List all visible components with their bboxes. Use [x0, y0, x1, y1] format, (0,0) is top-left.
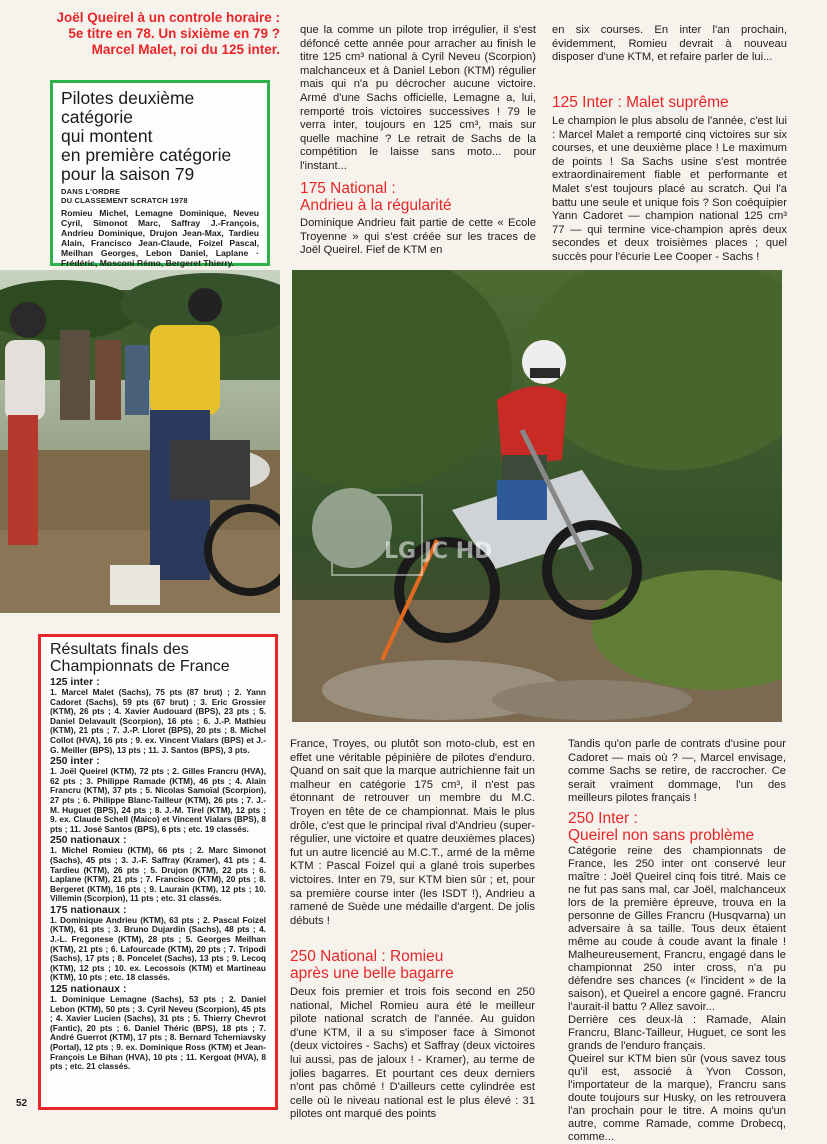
results-group-head: 125 inter :	[50, 676, 100, 688]
section-125-title: 125 Inter : Malet suprême	[552, 94, 729, 111]
watermark-text: LG JC HD	[384, 539, 493, 564]
col3-top-text: en six courses. En inter l'an prochain, évidemment, Romieu devrait à nouveau disposer d'une KTM, et refaire parler de lui...	[552, 24, 787, 64]
results-group-head: 175 nationaux :	[50, 903, 127, 916]
col2-bottom-text: France, Troyes, ou plutôt son moto-club, est en effet une véritable pépinière de pilotes d'enduro. Quand on sait que la marque autrichienne fait un malheur en catégorie 175 cm³, il n'est pas étonnant de retrouver un membre du M.C. Troyen en tête de ce championnat. Mais le plus drôle, c'est que le principal rival d'Andrieu (super-régulier, une victoire et quatre deuxièmes places) fut un autre licencié au M.C.T., armé de la même KTM : Pascal Foizel qui a glané trois superbes victoires. Inter en 79, sur KTM bien sûr ; et, pour sa première course inter (les ISDT !), Andrieu a ramené de Suède une médaille d'argent. De jolis débuts !	[290, 738, 535, 927]
col2-top-text: que la comme un pilote trop irrégulier, il s'est défoncé cette année pour arracher au finish le titre 125 cm³ national à Cyril Neveu (Scorpion) malchanceux et à Daniel Lebon (KTM) régulier mais qui n'a pu décrocher aucune victoire. Armé d'une Sachs officielle, Lemagne a, lui, remporté trois victoires successives ! 79 le verra inter, toujours en 125 cm³, mais sur quelle machine ? Le retrait de Sachs de la compétition le laisse sans moto... pour l'instant...	[300, 24, 536, 172]
results-group-text: 1. Joël Queirel (KTM), 72 pts ; 2. Gilles Francru (HVA), 62 pts ; 3. Philippe Ramade (KTM), 46 pts ; 4. Alain Francru (KTM), 37 pts ; 5. Nicolas Samoïal (Scorpion), 27 pts ; 6. Philippe Blanc-Tailleur (KTM), 26 pts ; 7. J.-M. Huguet (BPS), 24 pts ; 8. J.-M. Tirel (KTM), 12 pts ; 9. ex. Claude Schell (Maico) et Vincent Vialars (BPS), 8 pts ; 11. José Santos (BPS), 6 pts ; etc. 19 classés.	[50, 766, 266, 834]
section-250-inter-text-3: Queirel sur KTM bien sûr (vous savez tous qu'il est, associé à Yvon Cosson, l'importateur de la marque), Francru sans doute toujours sur Husky, on les retrouvera l'an prochain pour le titre. A moins qu'un autre, comme Ramade, comme Drobecq, comme...	[568, 1053, 786, 1143]
results-group-head: 125 nationaux :	[50, 983, 127, 996]
pilots-list: Romieu Michel, Lemagne Dominique, Neveu Cyril, Simonot Marc, Saffray J.-François, Andrieu Dominique, Drujon Jean-Max, Tardieu Alain, Francisco Jean-Claude, Foizel Pascal, Meilhan Georges, Lebon Daniel, Laplane · Frédéric, Mosconi Rémo, Bergeret Thierry.	[61, 208, 259, 268]
section-250-nat-text: Deux fois premier et trois fois second en 250 national, Michel Romieu aura été le meilleur pilote national scratch de l'année. Au guidon d'une KTM, il a su s'imposer face à Simonot (deux victoires - Sachs) et Saffray (deux victoires lui aussi, pas de jaloux ! - Kramer), au terme de jolies bagarres. Et pourtant ces deux derniers n'ont pas chômé ! D'ailleurs cette cylindrée est celle où le niveau national est le plus élevé : 31 pilotes ont marqué des points	[290, 986, 535, 1121]
section-125-text: Le champion le plus absolu de l'année, c'est lui : Marcel Malet a remporté cinq victoires sur six courses, et une deuxième place ! Le maximum de points ! Sa Sachs usine s'est montrée extraordinairement fiable et performante et Malet s'est toujours placé au scratch. Qui l'a battu une seule et unique fois ? Son coéquipier Yann Cadoret — champion national 125 cm³ 77 — qui termine vice-champion après deux secondes et deux troisièmes places ; quel succès pour l'écurie Lee Cooper - Sachs !	[552, 115, 787, 263]
section-175-text: Dominique Andrieu fait partie de cette « Ecole Troyenne » qui s'est créée sur les traces de Joël Queirel. Fief de KTM en	[300, 217, 536, 257]
section-250-inter-title	[568, 810, 786, 844]
section-250-national	[290, 948, 535, 1122]
pilots-box-title-1: Pilotes deuxième catégorie	[61, 88, 195, 127]
section-250-nat-title-2: après une belle bagarre	[290, 965, 454, 982]
caption-line-1: Joël Queirel à un controle horaire :	[56, 10, 280, 25]
section-250-inter-title-1: 250 Inter :	[568, 810, 638, 827]
caption-line-3: Marcel Malet, roi du 125 inter.	[91, 42, 280, 57]
results-groups	[50, 676, 266, 1072]
results-title-1: Résultats finals des	[50, 641, 189, 658]
section-125-inter	[552, 94, 787, 265]
pilots-box-title-2: qui montent	[61, 126, 153, 146]
section-175-title-1: 175 National :	[300, 180, 396, 197]
section-250-nat-title-1: 250 National : Romieu	[290, 948, 444, 965]
page-number: 52	[16, 1098, 28, 1109]
photo-paddock-image	[0, 270, 280, 613]
section-250-inter-text: Catégorie reine des championnats de France, les 250 inter ont conservé leur maître : Joël Queirel cinq fois titré. Mais ce ne fut pas sans mal, car Joël, malchanceux lors de la première épreuve, trouva en la personne de Gilles Francru (Husqvarna) un adversaire à sa taille. Tous deux étaient même au coude à coude avant la finale ! Malheureusement, Francru, engagé dans le championnat 250 inter cross, n'a pu défendre ses chances (« l'incident » de la saison), et Queirel a encore gagné. Francru l'aurait-il battu ? Allez savoir...	[568, 845, 786, 1013]
section-175-title-2: Andrieu à la régularité	[300, 197, 452, 214]
results-group-text: 1. Michel Romieu (KTM), 66 pts ; 2. Marc Simonot (Sachs), 45 pts ; 3. J.-F. Saffray (Kramer), 41 pts ; 4. Tardieu (KTM), 26 pts ; 5. Drujon (KTM), 22 pts ; 6. Laplane (KTM), 21 pts ; 7. Francisco (KTM), 20 pts ; 8. Bergeret (KTM), 16 pts ; 9. Laurain (KTM), 12 pts ; 10. Villemin (Scorpion), 11 pts ; etc. 31 classés.	[50, 845, 266, 904]
section-175-national	[300, 180, 536, 258]
results-group-text: 1. Marcel Malet (Sachs), 75 pts (87 brut) ; 2. Yann Cadoret (Sachs), 59 pts (67 brut) ; 3. Eric Grossier (KTM), 26 pts ; 4. Xavier Audouard (BPS), 23 pts ; 5. Daniel Delavault (Scorpion), 16 pts ; 6. J.-P. Mathieu (KTM), 21 pts ; 7. J.-P. Lloret (BPS), 20 pts ; 8. Michel Collot (HVA), 16 pts ; 9. ex. Vincent Vialars (BPS) et J.-G. Meiller (BPS), 13 pts ; 11. J. Santos (BPS), 3 pts.	[50, 687, 266, 755]
section-250-inter	[568, 810, 786, 1144]
caption-line-2: 5e titre en 78. Un sixième en 79 ?	[68, 26, 280, 41]
photo-rider-image	[292, 270, 782, 722]
section-250-inter-title-2: Queirel non sans problème	[568, 827, 755, 844]
results-title-2: Championnats de France	[50, 658, 230, 675]
pilots-box-title-4: pour la saison 79	[61, 164, 195, 184]
pilots-box-sub-1: DANS L'ORDRE	[61, 187, 121, 196]
photo-paddock	[0, 270, 280, 613]
pilots-box	[50, 80, 270, 266]
photo-rider	[292, 270, 782, 722]
results-group-head: 250 inter :	[50, 755, 100, 768]
section-250-inter-text-2: Derrière ces deux-là : Ramade, Alain Francru, Blanc-Tailleur, Huguet, ce sont les grands de l'enduro français.	[568, 1014, 786, 1052]
results-group-text: 1. Dominique Andrieu (KTM), 63 pts ; 2. Pascal Foizel (KTM), 61 pts ; 3. Bruno Dujardin (Sachs), 48 pts ; 4. J.-L. Fregonese (KTM), 28 pts ; 5. Georges Meilhan (KTM), 21 pts ; 6. Lafourcade (KTM), 20 pts ; 7. Tripodi (Sachs), 17 pts ; 8. Poncelet (Sachs), 13 pts ; 9. Lecoq (KTM), 12 pts ; 10. ex. Lecossois (KTM) et Martineau (KTM), 10 pts ; etc. 18 classés.	[50, 914, 266, 983]
results-group-text: 1. Dominique Lemagne (Sachs), 53 pts ; 2. Daniel Lebon (KTM), 50 pts ; 3. Cyril Neveu (Scorpion), 45 pts ; 4. Xavier Lucien (Sachs), 31 pts ; 5. Thierry Chevrot (Fantic), 20 pts ; 6. Daniel Théric (BPS), 18 pts ; 7. André Guerrot (KTM), 17 pts ; 8. Bernard Tcherniavsky (Portal), 12 pts ; 9. ex. Dominique Ross (KTM) et Jean-François Le Bihan (HVA), 10 pts ; 11. Kergoat (HVA), 8 pts ; etc. 21 classés.	[50, 994, 266, 1072]
section-250-nat-title	[290, 948, 535, 982]
section-175-title	[300, 180, 536, 214]
results-box	[38, 634, 278, 1110]
photo-caption	[30, 10, 280, 58]
col3-bottom-text: Tandis qu'on parle de contrats d'usine pour Cadoret — mais où ? —, Marcel envisage, comme Sachs se retire, de raccrocher. Ce serait vraiment dommage, l'un des meilleurs pilotes français !	[568, 738, 786, 805]
results-group-head: 250 nationaux :	[50, 834, 127, 847]
pilots-box-title-3: en première catégorie	[61, 145, 232, 165]
pilots-box-sub-2: DU CLASSEMENT SCRATCH 1978	[61, 196, 188, 205]
